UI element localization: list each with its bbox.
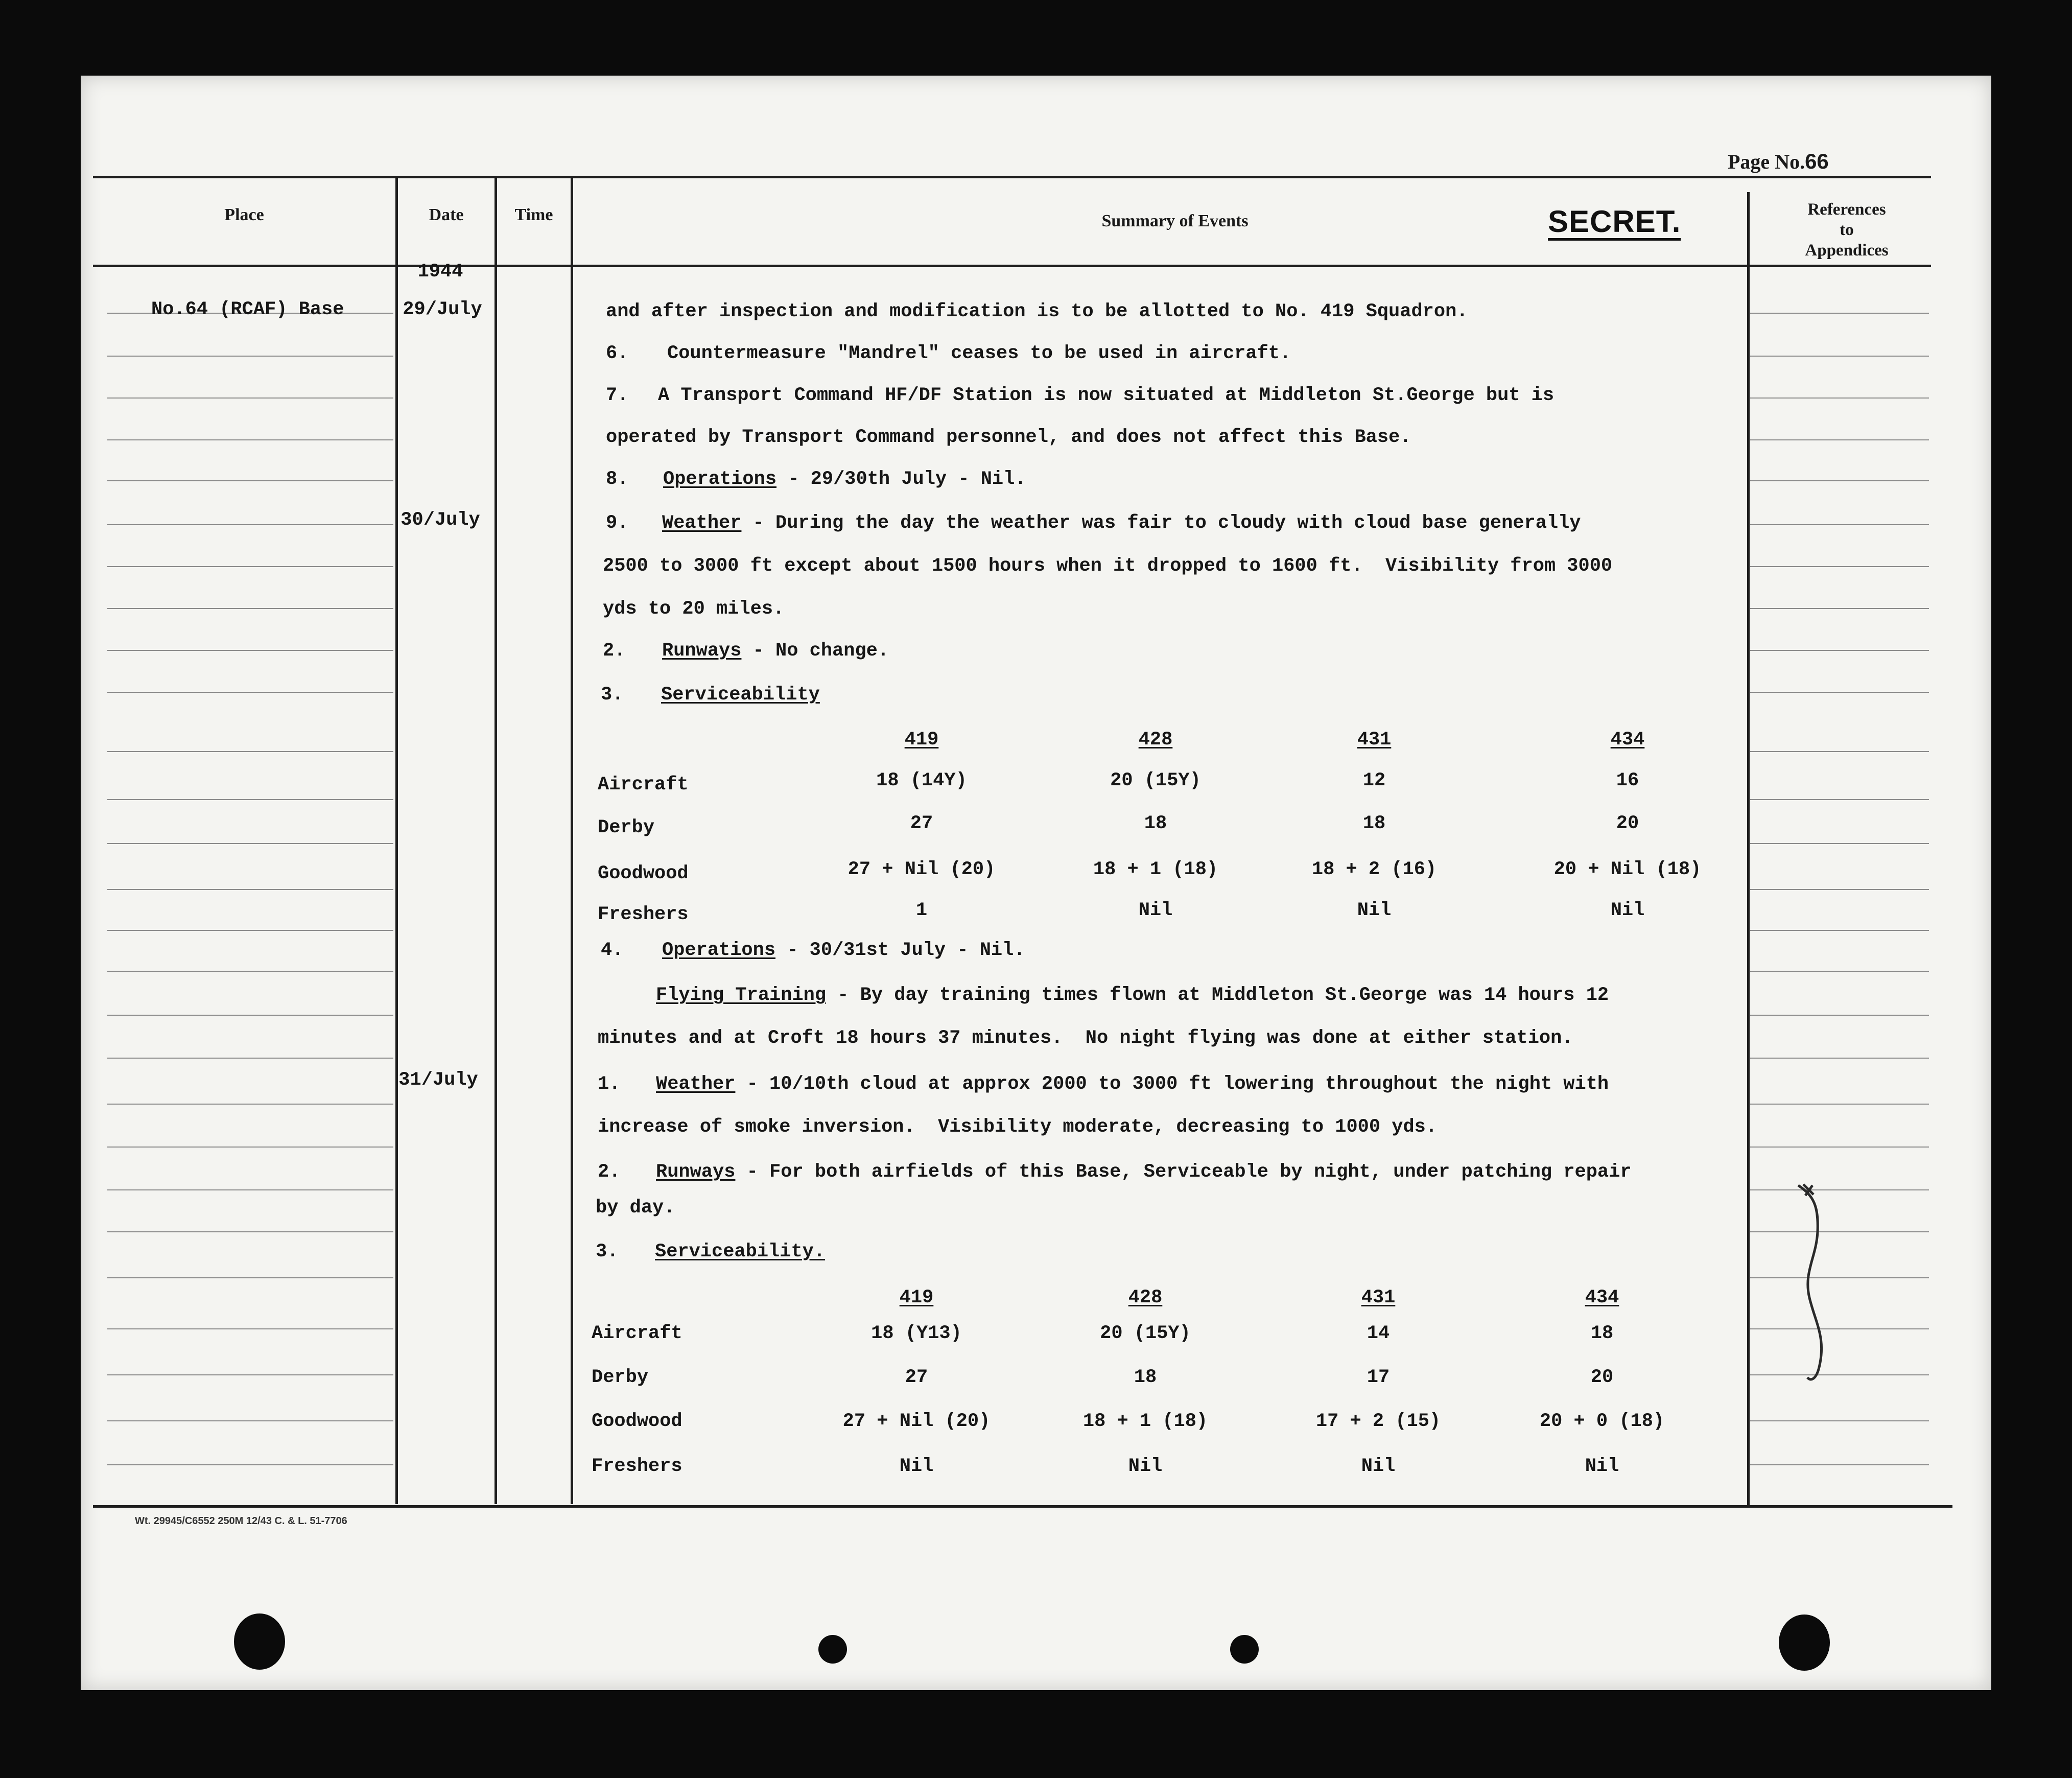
cell-derby-428: 18 — [1144, 813, 1167, 834]
header-summary: Summary of Events — [1101, 212, 1249, 230]
cell-freshers-431: Nil — [1357, 900, 1392, 921]
ruled-line — [107, 1058, 393, 1059]
squadron-header-419: 419 — [904, 729, 939, 751]
summary-line: Countermeasure "Mandrel" ceases to be used in aircraft. — [667, 343, 1291, 364]
cell-aircraft-431: 14 — [1367, 1323, 1390, 1344]
ruled-line — [107, 1328, 393, 1329]
date-30-july: 30/July — [401, 509, 480, 531]
column-divider-place — [395, 176, 398, 1504]
summary-line — [662, 941, 1025, 960]
ruled-line — [107, 397, 393, 399]
ruled-line — [107, 1464, 393, 1465]
item-number: 2. — [603, 640, 626, 662]
header-date: Date — [429, 205, 464, 224]
ruled-line — [1750, 1058, 1929, 1059]
ruled-line — [1750, 1104, 1929, 1105]
ruled-line — [1750, 843, 1929, 844]
column-divider-time — [571, 176, 573, 1504]
cell-freshers-428: Nil — [1128, 1456, 1163, 1477]
page-number-value: 66 — [1805, 149, 1829, 173]
cell-derby-428: 18 — [1134, 1367, 1157, 1388]
heading-serviceability: Serviceability — [661, 684, 820, 706]
ruled-line — [107, 1231, 393, 1232]
squadron-header-428: 428 — [1128, 1287, 1163, 1308]
item-number: 4. — [601, 940, 624, 961]
ruled-line — [107, 650, 393, 651]
item-number: 7. — [606, 385, 629, 406]
ruled-line — [107, 799, 393, 800]
page-number-label: Page No. — [1728, 150, 1805, 173]
ruled-line — [107, 1104, 393, 1105]
weather-text: - During the day the weather was fair to cloudy with cloud base generally — [741, 512, 1581, 534]
summary-line: by day. — [596, 1197, 675, 1219]
ruled-line — [1750, 930, 1929, 931]
row-label-aircraft: Aircraft — [598, 774, 689, 796]
ruled-line — [1750, 313, 1929, 314]
item-number: 3. — [596, 1241, 619, 1262]
cell-freshers-419: Nil — [899, 1456, 934, 1477]
handwritten-bracket-mark — [1783, 1175, 1844, 1390]
ruled-line — [107, 751, 393, 752]
row-label-derby: Derby — [598, 817, 655, 838]
cell-derby-434: 20 — [1616, 813, 1639, 834]
cell-freshers-419: 1 — [915, 900, 928, 921]
ruled-line — [107, 1420, 393, 1421]
ruled-line — [107, 889, 393, 890]
summary-line: 2500 to 3000 ft except about 1500 hours when it dropped to 1600 ft. Visibility from 3000 — [603, 555, 1613, 577]
item-number: 6. — [606, 343, 629, 364]
place: No.64 (RCAF) Base — [151, 299, 344, 320]
column-divider-summary — [1747, 192, 1750, 1505]
secret-stamp: SECRET. — [1548, 206, 1681, 241]
heading-runways: Runways — [662, 640, 742, 662]
squadron-header-419: 419 — [899, 1287, 934, 1308]
ruled-line — [107, 524, 393, 525]
cell-goodwood-428: 18 + 1 (18) — [1082, 1411, 1208, 1432]
ruled-line — [1750, 1015, 1929, 1016]
squadron-header-428: 428 — [1138, 729, 1173, 751]
row-label-freshers: Freshers — [598, 904, 689, 925]
summary-line: minutes and at Croft 18 hours 37 minutes. No night flying was done at either station. — [598, 1027, 1573, 1049]
item-number: 3. — [601, 684, 624, 706]
row-label-freshers: Freshers — [592, 1456, 682, 1477]
ruled-line — [1750, 480, 1929, 481]
summary-line — [656, 1075, 1609, 1094]
ruled-line — [107, 1147, 393, 1148]
ruled-line — [107, 1374, 393, 1375]
heading-weather: Weather — [662, 512, 742, 534]
cell-derby-431: 18 — [1362, 813, 1386, 834]
cell-aircraft-419: 18 (Y13) — [871, 1323, 962, 1344]
ruled-line — [107, 480, 393, 481]
ruled-line — [1750, 608, 1929, 609]
cell-freshers-428: Nil — [1138, 900, 1173, 921]
item-number: 1. — [598, 1073, 621, 1095]
ruled-line — [1750, 356, 1929, 357]
ruled-line — [107, 930, 393, 931]
summary-line — [662, 514, 1581, 533]
ruled-line — [107, 692, 393, 693]
cell-aircraft-428: 20 (15Y) — [1110, 770, 1201, 791]
flying-training-text: - By day training times flown at Middleton St.George was 14 hours 12 — [826, 985, 1609, 1006]
ruled-line — [1750, 566, 1929, 567]
column-divider-date — [495, 176, 497, 1504]
summary-line: and after inspection and modification is to be allotted to No. 419 Squadron. — [606, 301, 1468, 322]
cell-derby-434: 20 — [1590, 1367, 1614, 1388]
cell-aircraft-428: 20 (15Y) — [1100, 1323, 1191, 1344]
cell-aircraft-431: 12 — [1362, 770, 1386, 791]
cell-aircraft-434: 18 — [1590, 1323, 1614, 1344]
ruled-line — [107, 971, 393, 972]
operations-text: - 29/30th July - Nil. — [776, 469, 1026, 490]
squadron-header-434: 434 — [1585, 1287, 1619, 1308]
cell-aircraft-419: 18 (14Y) — [876, 770, 967, 791]
heading-runways-31: Runways — [656, 1161, 736, 1183]
summary-line: A Transport Command HF/DF Station is now situated at Middleton St.George but is — [658, 385, 1555, 406]
ruled-line — [1750, 971, 1929, 972]
cell-goodwood-434: 20 + Nil (18) — [1553, 859, 1702, 880]
runways-31-text: - For both airfields of this Base, Serviceable by night, under patching repair — [735, 1161, 1632, 1183]
summary-line — [656, 1163, 1632, 1182]
ruled-line — [107, 356, 393, 357]
header-time: Time — [514, 205, 553, 224]
summary-line: yds to 20 miles. — [603, 598, 785, 620]
ruled-line — [1750, 397, 1929, 399]
squadron-header-431: 431 — [1361, 1287, 1396, 1308]
squadron-header-434: 434 — [1610, 729, 1645, 751]
runways-text: - No change. — [741, 640, 889, 662]
item-number: 2. — [598, 1161, 621, 1183]
ruled-line — [1750, 1147, 1929, 1148]
ruled-line — [107, 1015, 393, 1016]
heading-flying-training: Flying Training — [656, 985, 827, 1006]
item-number: 9. — [606, 512, 629, 534]
ruled-line — [1750, 692, 1929, 693]
ruled-line — [1750, 1420, 1929, 1421]
punch-hole — [1230, 1635, 1259, 1664]
header-rule — [93, 265, 1931, 267]
ruled-line — [1750, 650, 1929, 651]
ruled-line — [107, 843, 393, 844]
cell-goodwood-419: 27 + Nil (20) — [847, 859, 996, 880]
operations-30-31-text: - 30/31st July - Nil. — [775, 940, 1025, 961]
year: 1944 — [417, 261, 463, 283]
ruled-line — [1750, 524, 1929, 525]
row-label-goodwood: Goodwood — [598, 863, 689, 884]
cell-goodwood-431: 17 + 2 (15) — [1315, 1411, 1441, 1432]
heading-weather-31: Weather — [656, 1073, 736, 1095]
item-number: 8. — [606, 469, 629, 490]
cell-derby-419: 27 — [910, 813, 933, 834]
ruled-line — [1750, 1464, 1929, 1465]
cell-aircraft-434: 16 — [1616, 770, 1639, 791]
row-label-aircraft: Aircraft — [592, 1323, 682, 1344]
punch-hole — [818, 1635, 847, 1664]
page-number — [1728, 149, 1829, 174]
printer-code: Wt. 29945/C6552 250M 12/43 C. & L. 51-7706 — [135, 1515, 347, 1527]
cell-freshers-434: Nil — [1585, 1456, 1619, 1477]
squadron-header-431: 431 — [1357, 729, 1392, 751]
cell-goodwood-431: 18 + 2 (16) — [1311, 859, 1437, 880]
punch-hole — [1779, 1615, 1830, 1671]
top-rule — [93, 176, 1931, 178]
heading-operations-30-31: Operations — [662, 940, 776, 961]
heading-operations: Operations — [663, 469, 777, 490]
row-label-derby: Derby — [592, 1367, 649, 1388]
ruled-line — [1750, 889, 1929, 890]
date-31-july: 31/July — [398, 1069, 478, 1091]
cell-goodwood-419: 27 + Nil (20) — [842, 1411, 991, 1432]
header-place: Place — [224, 205, 264, 224]
cell-derby-419: 27 — [905, 1367, 928, 1388]
cell-derby-431: 17 — [1367, 1367, 1390, 1388]
summary-line — [656, 986, 1609, 1005]
ruled-line — [107, 1277, 393, 1278]
row-label-goodwood: Goodwood — [592, 1411, 682, 1432]
ruled-line — [1750, 751, 1929, 752]
cell-freshers-431: Nil — [1361, 1456, 1396, 1477]
ruled-line — [107, 1189, 393, 1190]
heading-serviceability-31: Serviceability. — [655, 1241, 826, 1262]
ruled-line — [1750, 439, 1929, 440]
bottom-rule — [93, 1505, 1952, 1508]
summary-line — [663, 470, 1026, 489]
header-references: References to Appendices — [1805, 200, 1889, 260]
summary-line — [662, 642, 889, 661]
punch-hole — [234, 1613, 285, 1670]
summary-line: increase of smoke inversion. Visibility moderate, decreasing to 1000 yds. — [598, 1116, 1438, 1138]
cell-freshers-434: Nil — [1610, 900, 1645, 921]
cell-goodwood-428: 18 + 1 (18) — [1093, 859, 1218, 880]
ruled-line — [107, 608, 393, 609]
ruled-line — [107, 566, 393, 567]
weather-31-text: - 10/10th cloud at approx 2000 to 3000 ft lowering throughout the night with — [735, 1073, 1609, 1095]
date-29-july: 29/July — [403, 299, 482, 320]
ruled-line — [1750, 799, 1929, 800]
cell-goodwood-434: 20 + 0 (18) — [1539, 1411, 1665, 1432]
summary-line: operated by Transport Command personnel, and does not affect this Base. — [606, 427, 1411, 448]
ruled-line — [107, 439, 393, 440]
